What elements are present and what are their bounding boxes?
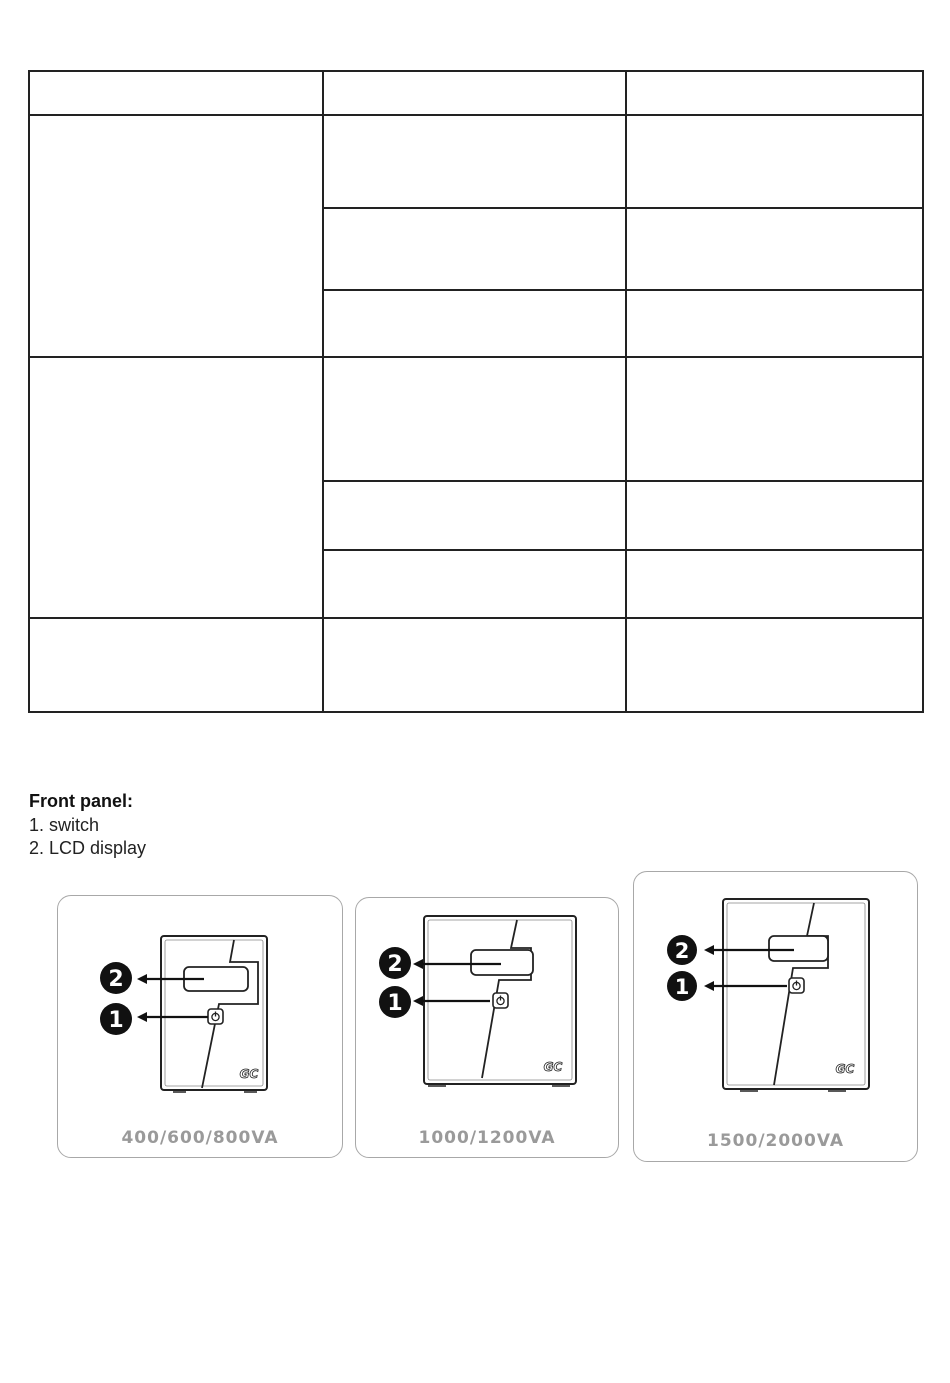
- gc-logo: GC: [543, 1060, 563, 1074]
- table-cell: [323, 481, 626, 550]
- table-cell: [323, 550, 626, 618]
- table-cell: [626, 481, 923, 550]
- table-cell: [323, 618, 626, 712]
- callout-number: 1: [387, 991, 403, 1016]
- table-cell: [323, 71, 626, 115]
- callout-number: 1: [108, 1008, 124, 1033]
- model-label: 1000/1200VA: [418, 1128, 556, 1148]
- table-cell: [323, 208, 626, 290]
- callout-number: 2: [108, 967, 124, 992]
- callout-number: 2: [387, 952, 403, 977]
- table-cell: [29, 115, 323, 357]
- table-cell: [29, 618, 323, 712]
- legend-item-lcd-display: 2. LCD display: [29, 838, 147, 858]
- table-cell: [626, 290, 923, 357]
- device-card-small: [57, 895, 343, 1158]
- table-cell: [323, 115, 626, 208]
- table-cell: [29, 357, 323, 618]
- device-card-large: [633, 871, 918, 1162]
- table-cell: [626, 208, 923, 290]
- lcd-display-icon: [471, 950, 533, 975]
- table-cell: [323, 357, 626, 481]
- table-cell: [626, 71, 923, 115]
- callout-number: 2: [674, 939, 690, 963]
- front-panel-legend: [29, 790, 146, 861]
- model-label: 1500/2000VA: [707, 1131, 844, 1151]
- table-row: [29, 357, 923, 481]
- table-cell: [626, 115, 923, 208]
- model-label: 400/600/800VA: [121, 1128, 279, 1148]
- table-row: [29, 115, 923, 208]
- ups-front-illustration: [356, 898, 618, 1157]
- table-cell: [29, 71, 323, 115]
- front-panel-heading: Front panel:: [29, 791, 133, 811]
- table-cell: [626, 357, 923, 481]
- gc-logo: GC: [239, 1067, 259, 1081]
- lcd-display-icon: [769, 936, 828, 961]
- spec-table: [28, 70, 924, 713]
- table-row: [29, 618, 923, 712]
- ups-front-illustration: [634, 872, 917, 1161]
- table-cell: [626, 618, 923, 712]
- table-header-row: [29, 71, 923, 115]
- legend-item-switch: 1. switch: [29, 814, 100, 835]
- gc-logo: GC: [835, 1062, 855, 1076]
- ups-front-illustration: [58, 896, 342, 1157]
- device-card-medium: [355, 897, 619, 1158]
- table-cell: [323, 290, 626, 357]
- callout-number: 1: [674, 975, 690, 999]
- table-cell: [626, 550, 923, 618]
